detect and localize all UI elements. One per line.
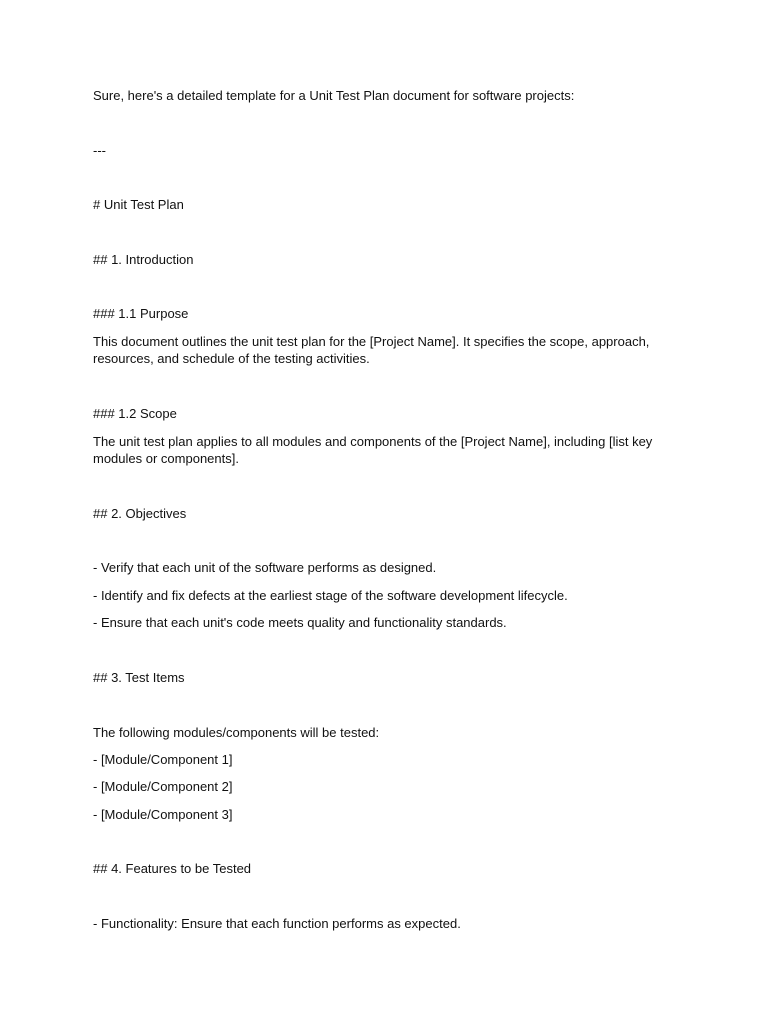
test-item: - [Module/Component 2]	[93, 779, 233, 794]
test-items-lead: The following modules/components will be tested:	[93, 725, 380, 740]
purpose-text-line-1: This document outlines the unit test plan for the [Project Name]. It specifies the scope, approach,	[93, 334, 650, 349]
section-3-heading: ## 3. Test Items	[93, 670, 185, 685]
scope-text-line-2: modules or components].	[93, 451, 239, 466]
test-item: - [Module/Component 1]	[93, 752, 233, 767]
objective-item: - Verify that each unit of the software performs as designed.	[93, 560, 437, 575]
test-item: - [Module/Component 3]	[93, 807, 233, 822]
intro-text: Sure, here's a detailed template for a Unit Test Plan document for software projects:	[93, 88, 575, 103]
section-2-heading: ## 2. Objectives	[93, 506, 187, 521]
document-title: # Unit Test Plan	[93, 197, 184, 212]
scope-heading: ### 1.2 Scope	[93, 406, 177, 421]
section-4-heading: ## 4. Features to be Tested	[93, 861, 252, 876]
feature-item: - Functionality: Ensure that each function performs as expected.	[93, 916, 461, 931]
section-1-heading: ## 1. Introduction	[93, 252, 194, 267]
objective-item: - Ensure that each unit's code meets quality and functionality standards.	[93, 615, 507, 630]
purpose-text-line-2: resources, and schedule of the testing activities.	[93, 351, 370, 366]
purpose-heading: ### 1.1 Purpose	[93, 306, 189, 321]
scope-text-line-1: The unit test plan applies to all modules and components of the [Project Name], including [list key	[93, 434, 653, 449]
separator-line: ---	[93, 143, 106, 158]
objective-item: - Identify and fix defects at the earliest stage of the software development lifecycle.	[93, 588, 568, 603]
